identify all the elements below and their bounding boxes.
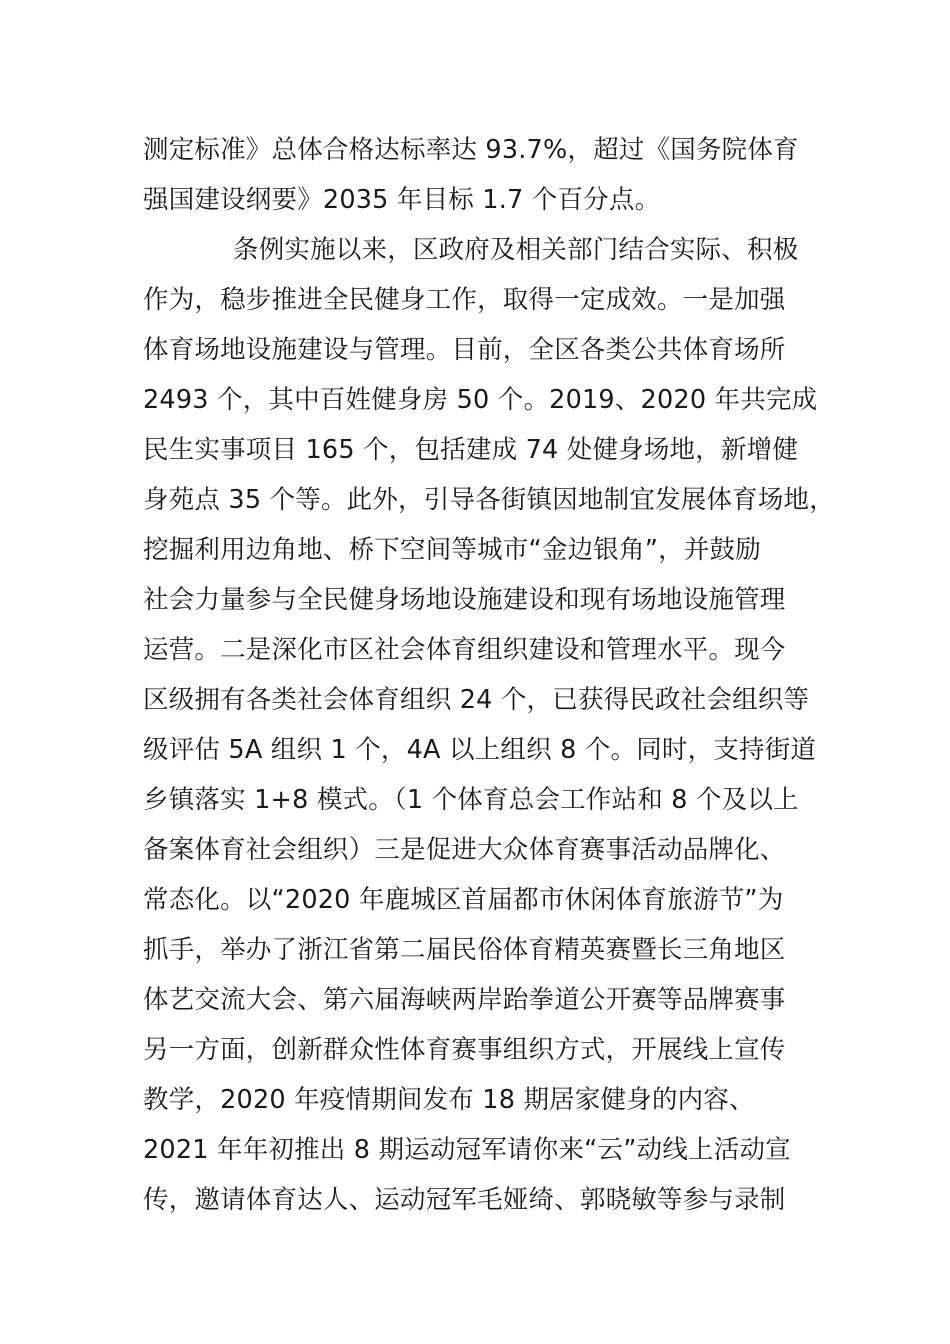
text-line-17: 抓手，举办了浙江省第二届民俗体育精英赛暨长三角地区: [143, 935, 786, 965]
text-line-11: 运营。二是深化市区社会体育组织建设和管理水平。现今: [143, 635, 786, 665]
text-line-18: 体艺交流大会、第六届海峡两岸跆拳道公开赛等品牌赛事: [143, 985, 786, 1015]
text-line-4: 作为，稳步推进全民健身工作，取得一定成效。一是加强: [143, 285, 786, 315]
text-line-13: 级评估 5A 组织 1 个，4A 以上组织 8 个。同时，支持街道: [143, 735, 817, 765]
text-line-16: 常态化。以“2020 年鹿城区首届都市休闲体育旅游节”为: [143, 885, 784, 915]
text-line-1: 测定标准》总体合格达标率达 93.7%，超过《国务院体育: [143, 135, 799, 165]
text-line-22: 传，邀请体育达人、运动冠军毛娅绮、郭晓敏等参与录制: [143, 1185, 786, 1215]
paragraph-start-line: 条例实施以来，区政府及相关部门结合实际、积极: [233, 235, 799, 265]
text-line-21: 2021 年年初推出 8 期运动冠军请你来“云”动线上活动宣: [143, 1135, 791, 1165]
text-line-20: 教学，2020 年疫情期间发布 18 期居家健身的内容、: [143, 1085, 755, 1115]
text-line-14: 乡镇落实 1+8 模式。（1 个体育总会工作站和 8 个及以上: [143, 785, 799, 815]
text-line-2: 强国建设纲要》2035 年目标 1.7 个百分点。: [143, 185, 661, 215]
text-line-9: 挖掘利用边角地、桥下空间等城市“金边银角”，并鼓励: [143, 535, 761, 565]
text-line-5: 体育场地设施建设与管理。目前，全区各类公共体育场所: [143, 335, 786, 365]
text-line-12: 区级拥有各类社会体育组织 24 个，已获得民政社会组织等: [143, 685, 810, 715]
text-line-7: 民生实事项目 165 个，包括建成 74 处健身场地，新增健: [143, 435, 799, 465]
text-line-19: 另一方面，创新群众性体育赛事组织方式，开展线上宣传: [143, 1035, 786, 1065]
text-line-8: 身苑点 35 个等。此外，引导各街镇因地制宜发展体育场地，: [143, 485, 835, 515]
text-line-10: 社会力量参与全民健身场地设施建设和现有场地设施管理: [143, 585, 786, 615]
text-line-15: 备案体育社会组织）三是促进大众体育赛事活动品牌化、: [143, 835, 786, 865]
text-line-6: 2493 个，其中百姓健身房 50 个。2019、2020 年共完成: [143, 385, 818, 415]
